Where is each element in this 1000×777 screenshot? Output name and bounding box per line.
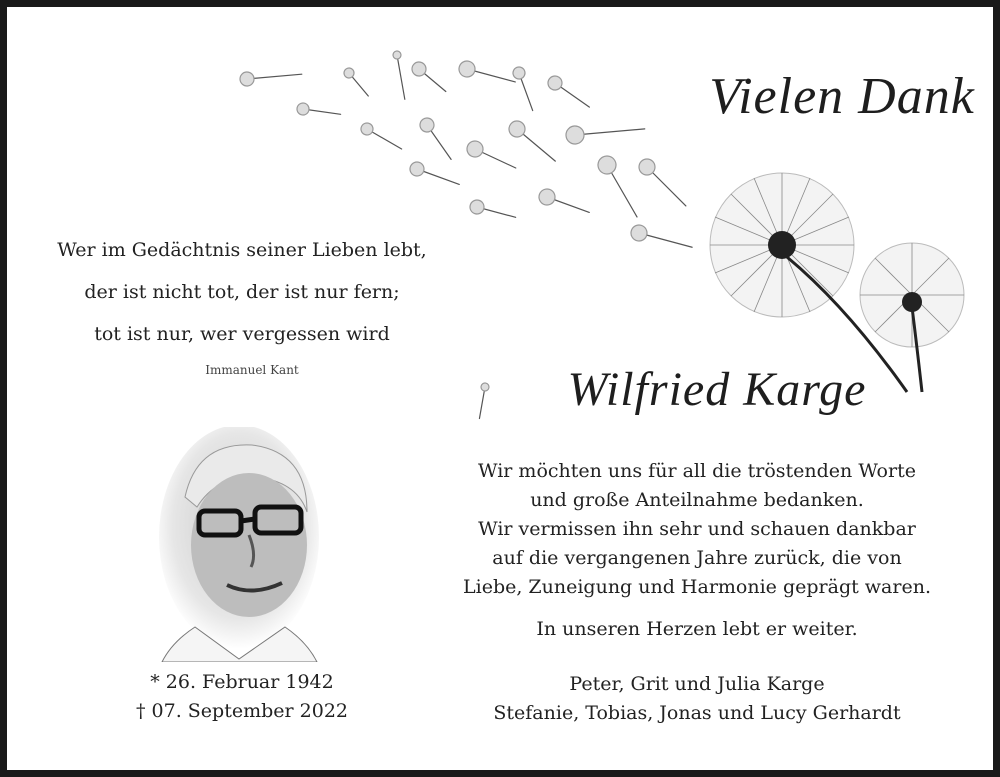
thank-you-message — [417, 457, 977, 602]
signer-line: Stefanie, Tobias, Jonas und Lucy Gerhardt — [493, 702, 901, 724]
birth-date: * 26. Februar 1942 — [150, 671, 334, 693]
life-dates — [77, 668, 407, 726]
quote-author: Immanuel Kant — [205, 363, 299, 377]
quote-line: tot ist nur, wer vergessen wird — [94, 323, 390, 345]
message-line: Wir vermissen ihn sehr und schauen dankbar — [478, 518, 916, 540]
message-line: auf die vergangenen Jahre zurück, die von — [492, 547, 902, 569]
closing-line: In unseren Herzen lebt er weiter. — [536, 618, 858, 640]
signer-line: Peter, Grit und Julia Karge — [569, 673, 825, 695]
deceased-name: Wilfried Karge — [567, 363, 867, 416]
thank-you-heading: Vielen Dank — [709, 68, 975, 125]
portrait-photo — [157, 427, 322, 662]
quote-line: der ist nicht tot, der ist nur fern; — [84, 281, 400, 303]
quote-line: Wer im Gedächtnis seiner Lieben lebt, — [57, 239, 427, 261]
memorial-quote — [27, 229, 457, 355]
message-line: und große Anteilnahme bedanken. — [530, 489, 864, 511]
death-date: † 07. September 2022 — [136, 700, 348, 722]
signers — [417, 670, 977, 728]
message-line: Liebe, Zuneigung und Harmonie geprägt waren. — [463, 576, 931, 598]
message-line: Wir möchten uns für all die tröstenden Worte — [478, 460, 916, 482]
